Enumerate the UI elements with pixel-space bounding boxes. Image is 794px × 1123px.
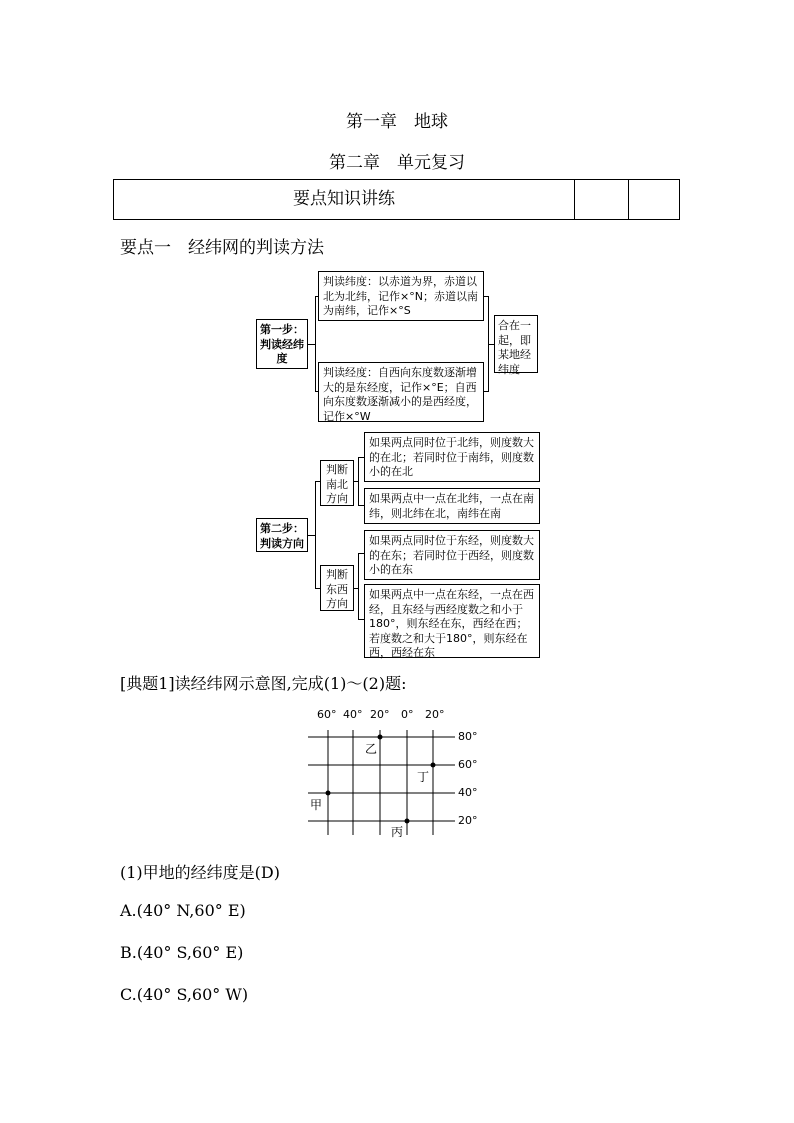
lon-label: 20° (370, 708, 390, 721)
connector (315, 481, 316, 589)
chapter-title: 第一章 地球 (346, 112, 448, 132)
lon-label: 0° (401, 708, 414, 721)
ns-rule-2: 如果两点中一点在北纬，一点在南纬，则北纬在北，南纬在南 (364, 488, 540, 524)
latlon-grid-figure (300, 705, 500, 845)
lat-label: 40° (458, 786, 478, 799)
point-ding-marker (431, 763, 436, 768)
option-b: B.(40° S,60° E) (120, 943, 244, 962)
connector (358, 553, 359, 620)
step2-box: 第二步：判读方向 (256, 518, 308, 552)
lon-label: 60° (317, 708, 337, 721)
ew-rule-2: 如果两点中一点在东经，一点在西经，且东经与西经度数之和小于180°，则东经在东，西经在西；若度数之和大于180°，则东经在西，西经在东 (364, 584, 540, 658)
ew-label-box: 判断东西方向 (320, 565, 354, 611)
lon-label: 40° (343, 708, 363, 721)
point-label-yi: 乙 (365, 742, 378, 756)
option-a: A.(40° N,60° E) (120, 901, 246, 920)
point-label-bing: 丙 (391, 825, 404, 839)
point-yi-marker (378, 735, 383, 740)
section-heading: 要点一 经纬网的判读方法 (120, 238, 324, 258)
point-bing-marker (405, 819, 410, 824)
connector (358, 457, 359, 506)
question-stem: (1)甲地的经纬度是(D) (120, 863, 280, 882)
lon-label: 20° (425, 708, 445, 721)
latitude-rule-box: 判读纬度：以赤道为界，赤道以北为北纬，记作×°N；赤道以南为南纬，记作×°S (318, 271, 484, 321)
ns-label-box: 判断南北方向 (320, 460, 354, 506)
header-label: 要点知识讲练 (293, 189, 395, 209)
unit-title: 第二章 单元复习 (329, 153, 465, 173)
lat-label: 80° (458, 730, 478, 743)
point-label-ding: 丁 (417, 770, 430, 784)
step1-box: 第一步：判读经纬度 (256, 319, 308, 369)
ew-rule-1: 如果两点同时位于东经，则度数大的在东；若同时位于西经，则度数小的在东 (364, 530, 540, 580)
example-intro: [典题1]读经纬网示意图,完成(1)～(2)题: (120, 674, 407, 693)
ns-rule-1: 如果两点同时位于北纬，则度数大的在北；若同时位于南纬，则度数小的在北 (364, 432, 540, 482)
lat-label: 20° (458, 814, 478, 827)
point-label-jia: 甲 (310, 798, 323, 812)
combine-box: 合在一起，即某地经纬度 (494, 315, 538, 373)
option-c: C.(40° S,60° W) (120, 985, 249, 1004)
point-jia-marker (326, 791, 331, 796)
lat-label: 60° (458, 758, 478, 771)
longitude-rule-box: 判读经度：自西向东度数逐渐增大的是东经度，记作×°E；自西向东度数逐渐减小的是西经度，记作×°W (318, 362, 484, 422)
